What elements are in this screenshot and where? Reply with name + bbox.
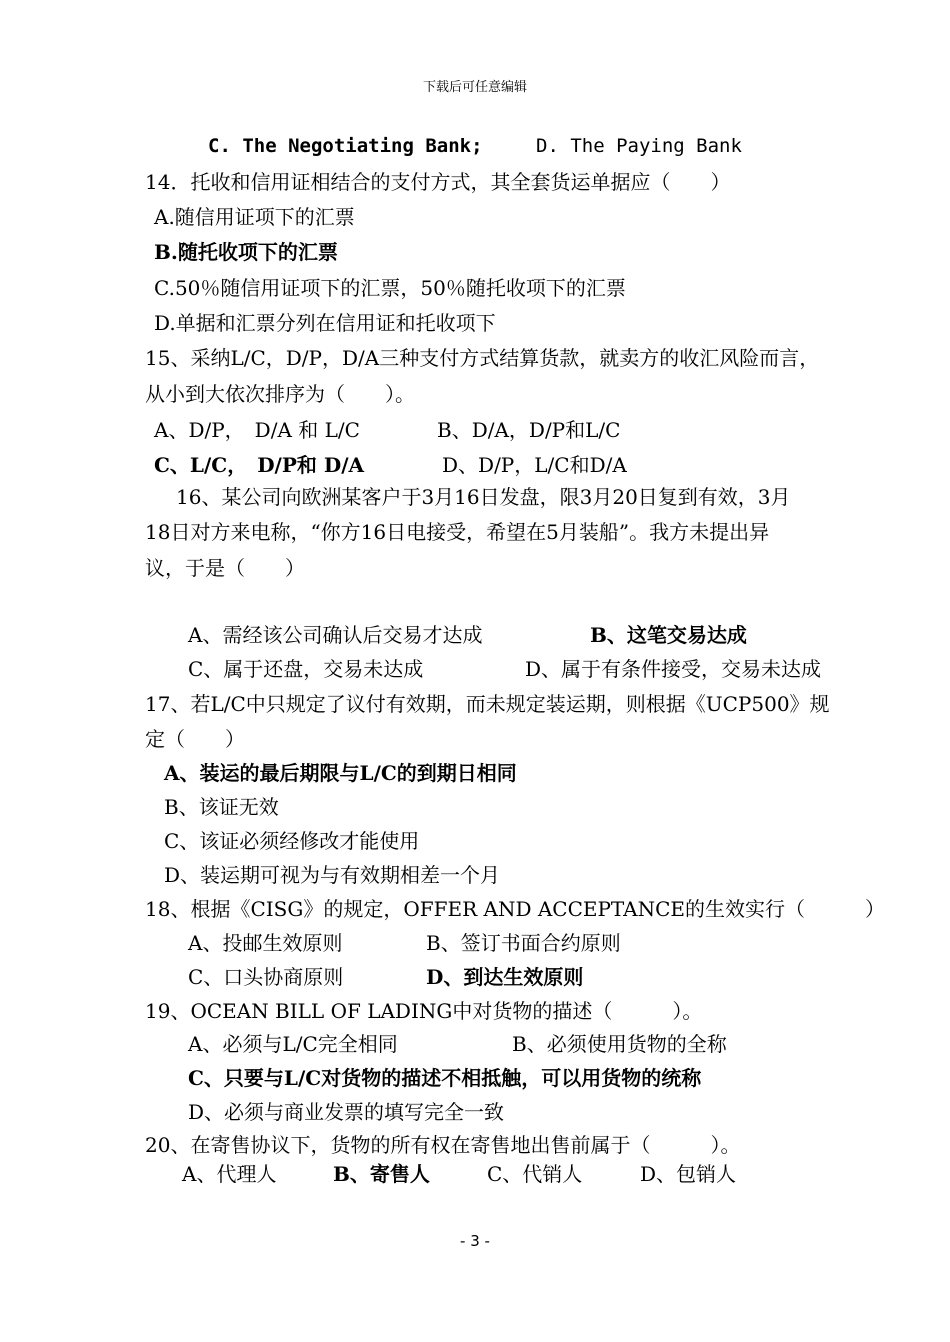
text-segment: D、包销人 [640,1162,737,1186]
text-segment: C.50％随信用证项下的汇票，50％随托收项下的汇票 [154,276,626,300]
text-segment: C、口头协商原则 [188,965,344,989]
answer-option-highlighted: A、装运的最后期限与L/C的到期日相同 [164,761,517,785]
text-segment: C、该证必须经修改才能使用 [164,829,420,853]
text-segment: C、属于还盘，交易未达成 [188,657,424,681]
text-segment: A、投邮生效原则 [188,931,343,955]
page-header: 下载后可任意编辑 [422,80,527,95]
text-segment: C、代销人 [487,1162,583,1186]
text-segment: A.随信用证项下的汇票 [154,205,355,229]
text-segment: 议，于是（ ） [145,556,305,580]
text-segment: A、必须与L/C完全相同 [188,1032,398,1056]
text-segment: B、必须使用货物的全称 [512,1032,727,1056]
answer-option-highlighted: D、到达生效原则 [426,965,584,989]
text-segment: 定（ ） [145,727,245,751]
text-segment: 15、采纳L/C，D/P，D/A三种支付方式结算货款，就卖方的收汇风险而言， [145,346,820,370]
text-segment: A、D/P， D/A 和 L/C [154,418,360,442]
answer-option-highlighted: B、寄售人 [333,1162,430,1186]
page-number: - 3 - [460,1232,490,1250]
text-segment: B、签订书面合约原则 [426,931,621,955]
text-segment: 19、OCEAN BILL OF LADING中对货物的描述（ ）。 [145,999,703,1023]
text-segment: 从小到大依次排序为（ ）。 [145,382,415,406]
text-segment: 18日对方来电称，“你方16日电接受，希望在5月装船”。我方未提出异 [145,520,770,544]
answer-option-highlighted: C、L/C， D/P和 D/A [154,453,365,477]
answer-option-highlighted: B、这笔交易达成 [590,623,747,647]
text-segment: D. The Paying Bank [536,135,742,157]
text-segment: B、该证无效 [164,795,279,819]
text-segment: D、属于有条件接受，交易未达成 [525,657,822,681]
answer-option-highlighted: C. The Negotiating Bank; [208,135,483,157]
text-segment: 17、若L/C中只规定了议付有效期，而未规定装运期，则根据《UCP500》规 [145,692,830,716]
text-segment: D.单据和汇票分列在信用证和托收项下 [154,311,496,335]
text-segment: D、D/P，L/C和D/A [442,453,627,477]
text-segment: 16、某公司向欧洲某客户于3月16日发盘，限3月20日复到有效，3月 [176,485,791,509]
text-segment: B、D/A，D/P和L/C [437,418,621,442]
text-segment: D、必须与商业发票的填写完全一致 [188,1100,505,1124]
text-segment: A、代理人 [182,1162,277,1186]
text-segment: 20、在寄售协议下，货物的所有权在寄售地出售前属于（ ）。 [145,1133,741,1157]
answer-option-highlighted: B.随托收项下的汇票 [154,240,338,264]
text-segment: 14．托收和信用证相结合的支付方式，其全套货运单据应（ ） [145,170,731,194]
text-segment: 18、根据《CISG》的规定，OFFER AND ACCEPTANCE的生效实行（ ） [145,897,886,921]
text-segment: D、装运期可视为与有效期相差一个月 [164,863,501,887]
answer-option-highlighted: C、只要与L/C对货物的描述不相抵触，可以用货物的统称 [188,1066,702,1090]
text-segment: A、需经该公司确认后交易才达成 [188,623,483,647]
